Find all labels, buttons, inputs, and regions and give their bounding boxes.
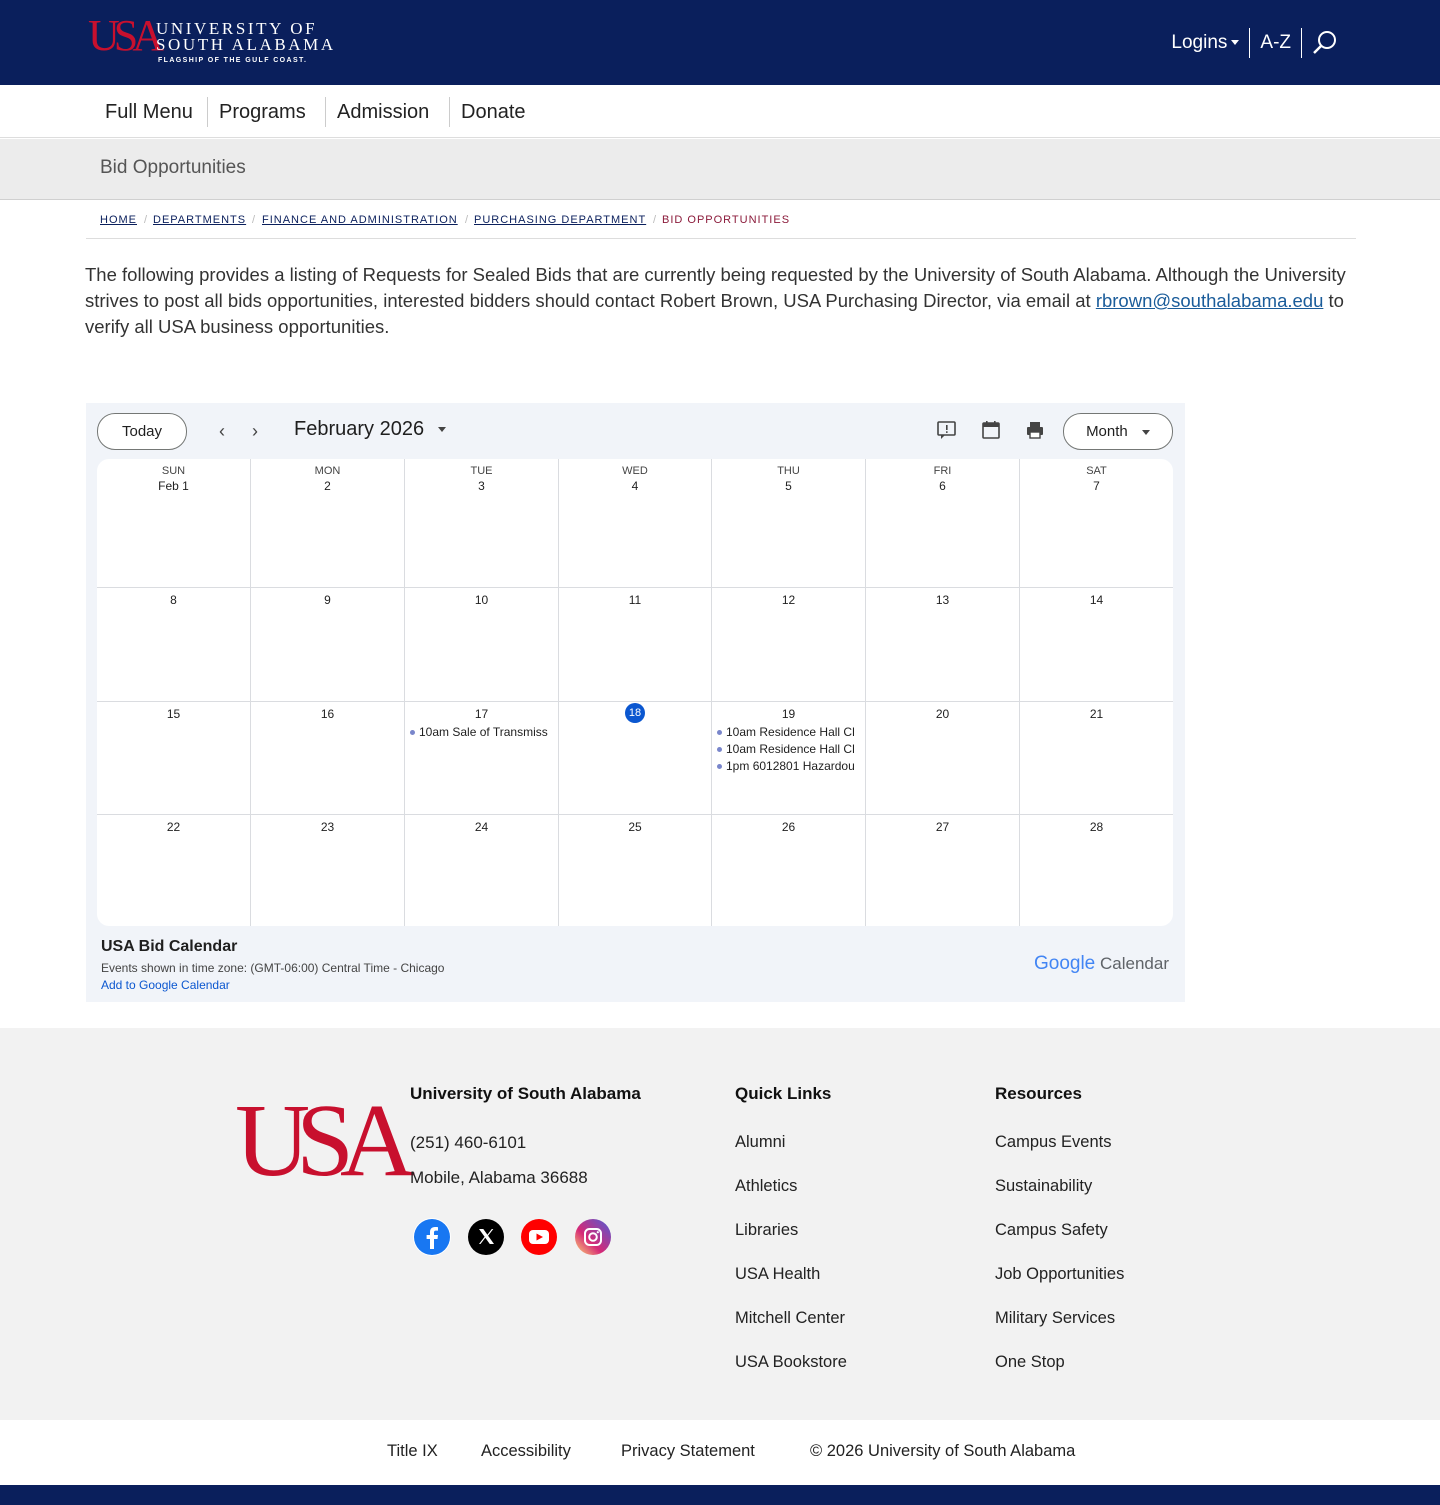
- day-of-week-label: FRI: [933, 465, 952, 477]
- facebook-icon[interactable]: [413, 1218, 451, 1256]
- utility-nav: [1161, 28, 1340, 58]
- bottom-navy-strip: [0, 1485, 1440, 1505]
- day-of-week-label: THU: [777, 465, 800, 477]
- day-number: 27: [935, 820, 950, 834]
- breadcrumb-purchasing[interactable]: PURCHASING DEPARTMENT: [474, 214, 647, 226]
- university-logo[interactable]: [88, 12, 348, 72]
- footer-address: Mobile, Alabama 36688: [410, 1168, 588, 1187]
- view-label: Month: [1086, 423, 1128, 440]
- event-time: 1pm: [726, 759, 750, 773]
- footer-link-sustainability[interactable]: Sustainability: [995, 1177, 1093, 1195]
- timezone-note: Events shown in time zone: (GMT-06:00) Central Time - Chicago: [101, 961, 445, 975]
- breadcrumb-separator: /: [252, 214, 256, 226]
- day-number: 6: [939, 479, 946, 493]
- logins-dropdown[interactable]: [1161, 28, 1249, 58]
- footer-link-athletics[interactable]: Athletics: [735, 1177, 798, 1195]
- footer-link-mitchell-center[interactable]: Mitchell Center: [735, 1309, 846, 1327]
- youtube-icon[interactable]: [520, 1218, 558, 1256]
- caret-down-icon: [1142, 430, 1150, 435]
- day-number: 14: [1089, 593, 1104, 607]
- intro-text-end: to verify all USA business opportunities.: [85, 290, 1344, 337]
- day-cell[interactable]: [405, 702, 559, 815]
- day-cell[interactable]: [1020, 588, 1173, 702]
- day-cell[interactable]: [559, 459, 712, 588]
- day-of-week-label: TUE: [470, 465, 493, 477]
- event-dot: [717, 747, 722, 752]
- day-cell[interactable]: [97, 815, 251, 926]
- intro-text: The following provides a listing of Requests for Sealed Bids that are currently being requested by the University of South Alabama. Although the University strives to post all bids opportunities, interested bidders should contact Robert Brown, USA Purchasing Director, via email at: [85, 264, 1346, 311]
- day-number: 2: [324, 479, 331, 493]
- footer-usa-logo[interactable]: USA: [235, 1083, 402, 1198]
- footer-link-libraries[interactable]: Libraries: [735, 1221, 799, 1239]
- day-of-week-label: MON: [314, 465, 341, 477]
- day-number: 7: [1093, 479, 1100, 493]
- day-number: 16: [320, 707, 335, 721]
- google-calendar-embed: [86, 403, 1185, 1002]
- day-of-week-label: SAT: [1086, 465, 1107, 477]
- calendar-event[interactable]: [717, 725, 860, 739]
- page-title-bar: [0, 139, 1440, 200]
- breadcrumb-home[interactable]: HOME: [100, 214, 137, 226]
- day-cell[interactable]: [251, 459, 405, 588]
- day-cell[interactable]: [1020, 815, 1173, 926]
- calendar-icon[interactable]: [980, 419, 1002, 441]
- caret-down-icon: [1231, 40, 1239, 45]
- day-number: 28: [1089, 820, 1104, 834]
- nav-donate[interactable]: Donate: [461, 101, 526, 123]
- logins-label: Logins: [1171, 32, 1228, 53]
- logo-name-line1: UNIVERSITY OF: [156, 19, 318, 38]
- day-cell[interactable]: [866, 702, 1020, 815]
- event-title: 6012801 Hazardou: [752, 759, 855, 773]
- google-calendar-logo[interactable]: [1034, 953, 1169, 975]
- day-number: 11: [628, 593, 642, 607]
- day-number: 15: [166, 707, 181, 721]
- calendar-event[interactable]: [717, 759, 860, 773]
- day-cell[interactable]: [251, 702, 405, 815]
- calendar-event[interactable]: [717, 742, 860, 756]
- nav-full-menu[interactable]: Full Menu: [105, 101, 193, 123]
- day-cell[interactable]: [97, 588, 251, 702]
- footer-phone[interactable]: (251) 460-6101: [410, 1133, 527, 1152]
- day-cell[interactable]: [712, 815, 866, 926]
- month-picker[interactable]: [294, 418, 446, 441]
- footer-link-usa-health[interactable]: USA Health: [735, 1265, 821, 1283]
- day-cell[interactable]: [712, 459, 866, 588]
- resources-title: Resources: [995, 1084, 1082, 1103]
- event-title: Residence Hall Cl: [759, 742, 855, 756]
- x-icon[interactable]: [467, 1218, 505, 1256]
- day-cell[interactable]: [97, 459, 251, 588]
- caret-down-icon: [438, 427, 446, 432]
- day-cell[interactable]: [405, 815, 559, 926]
- divider: [449, 97, 450, 127]
- footer-link-job-opportunities[interactable]: Job Opportunities: [995, 1265, 1125, 1283]
- breadcrumb-separator: /: [144, 214, 148, 226]
- event-time: 10am: [726, 742, 757, 756]
- day-cell[interactable]: [1020, 459, 1173, 588]
- day-number: 12: [781, 593, 796, 607]
- event-dot: [410, 730, 415, 735]
- calendar-event[interactable]: [410, 725, 553, 739]
- day-number: 17: [474, 707, 489, 721]
- title-ix-link[interactable]: Title IX: [387, 1442, 438, 1460]
- chevron-right-icon[interactable]: ›: [252, 421, 258, 441]
- print-icon[interactable]: [1024, 419, 1046, 441]
- day-number: 22: [166, 820, 181, 834]
- day-number: 9: [324, 593, 331, 607]
- breadcrumb: [86, 208, 1356, 239]
- day-number: 10: [474, 593, 489, 607]
- logo-name-line2: SOUTH ALABAMA: [156, 35, 336, 54]
- view-select[interactable]: [1063, 413, 1173, 450]
- a-z-link[interactable]: A-Z: [1260, 32, 1291, 53]
- day-number: 3: [478, 479, 485, 493]
- instagram-icon[interactable]: [574, 1218, 612, 1256]
- footer-link-alumni[interactable]: Alumni: [735, 1133, 786, 1151]
- email-link[interactable]: rbrown@southalabama.edu: [1095, 290, 1324, 311]
- day-number: 8: [170, 593, 177, 607]
- legal-bar: [0, 1420, 1440, 1485]
- month-title: February 2026: [294, 418, 425, 440]
- day-number: 25: [628, 820, 642, 834]
- footer-link-military-services[interactable]: Military Services: [995, 1309, 1116, 1327]
- footer-link-campus-events[interactable]: Campus Events: [995, 1133, 1112, 1151]
- top-header: [0, 0, 1440, 85]
- calendar-name: USA Bid Calendar: [101, 938, 238, 955]
- day-cell[interactable]: [405, 588, 559, 702]
- nav-admission[interactable]: Admission: [337, 101, 430, 123]
- day-number: 23: [320, 820, 335, 834]
- day-cell[interactable]: [251, 815, 405, 926]
- breadcrumb-current: BID OPPORTUNITIES: [662, 214, 791, 226]
- privacy-statement-link[interactable]: Privacy Statement: [621, 1442, 755, 1460]
- day-number: Feb 1: [158, 479, 189, 493]
- day-cell[interactable]: [866, 588, 1020, 702]
- day-cell[interactable]: [866, 815, 1020, 926]
- intro-paragraph: [85, 262, 1355, 340]
- breadcrumb-departments[interactable]: DEPARTMENTS: [153, 214, 247, 226]
- day-cell[interactable]: [1020, 702, 1173, 815]
- divider: [1301, 28, 1302, 58]
- day-cell[interactable]: [559, 815, 712, 926]
- event-time: 10am: [419, 725, 450, 739]
- divider: [207, 97, 208, 127]
- footer-link-bookstore[interactable]: USA Bookstore: [735, 1353, 847, 1371]
- today-button[interactable]: Today: [97, 413, 187, 450]
- breadcrumb-separator: /: [653, 214, 657, 226]
- event-time: 10am: [726, 725, 757, 739]
- google-wordmark: Google: [1033, 953, 1096, 974]
- day-number: 4: [631, 479, 639, 493]
- event-dot: [717, 730, 722, 735]
- divider: [325, 97, 326, 127]
- chevron-left-icon[interactable]: ‹: [219, 421, 225, 441]
- day-number: 5: [785, 479, 792, 493]
- feedback-icon[interactable]: [936, 419, 958, 441]
- breadcrumb-finance[interactable]: FINANCE AND ADMINISTRATION: [262, 214, 458, 226]
- day-cell[interactable]: [866, 459, 1020, 588]
- accessibility-link[interactable]: Accessibility: [481, 1442, 571, 1460]
- add-to-google-calendar-link[interactable]: Add to Google Calendar: [101, 978, 230, 992]
- event-dot: [717, 764, 722, 769]
- calendar-grid: [97, 459, 1173, 926]
- event-title: Residence Hall Cl: [759, 725, 855, 739]
- event-title: Sale of Transmiss: [452, 725, 548, 739]
- day-number-today: [559, 703, 711, 723]
- today-indicator: 18: [625, 703, 645, 723]
- calendar-wordmark: Calendar: [1100, 954, 1169, 973]
- day-cell[interactable]: [559, 702, 712, 815]
- footer-link-campus-safety[interactable]: Campus Safety: [995, 1221, 1108, 1239]
- logo-tagline: FLAGSHIP OF THE GULF COAST.: [158, 57, 308, 64]
- usa-logo-mark: USA: [88, 11, 159, 60]
- day-number: 26: [781, 820, 796, 834]
- main-nav: [0, 85, 1440, 138]
- footer-link-one-stop[interactable]: One Stop: [995, 1353, 1065, 1371]
- nav-programs[interactable]: Programs: [219, 101, 306, 123]
- day-of-week-label: WED: [622, 465, 648, 477]
- day-cell[interactable]: [559, 588, 712, 702]
- copyright: © 2026 University of South Alabama: [810, 1442, 1076, 1460]
- day-cell[interactable]: [405, 459, 559, 588]
- footer-university-title: University of South Alabama: [410, 1084, 641, 1103]
- day-number: 13: [935, 593, 950, 607]
- day-number: 24: [474, 820, 489, 834]
- page-title: Bid Opportunities: [100, 157, 246, 178]
- day-number: 19: [781, 707, 796, 721]
- day-of-week-label: SUN: [161, 465, 186, 477]
- day-cell[interactable]: [97, 702, 251, 815]
- day-cell[interactable]: [712, 588, 866, 702]
- site-footer: [0, 1028, 1440, 1420]
- day-number: 20: [935, 707, 950, 721]
- day-number: 21: [1089, 707, 1104, 721]
- search-icon[interactable]: [1310, 28, 1340, 58]
- day-cell[interactable]: [251, 588, 405, 702]
- day-cell[interactable]: [712, 702, 866, 815]
- breadcrumb-separator: /: [465, 214, 469, 226]
- quick-links-title: Quick Links: [735, 1084, 832, 1103]
